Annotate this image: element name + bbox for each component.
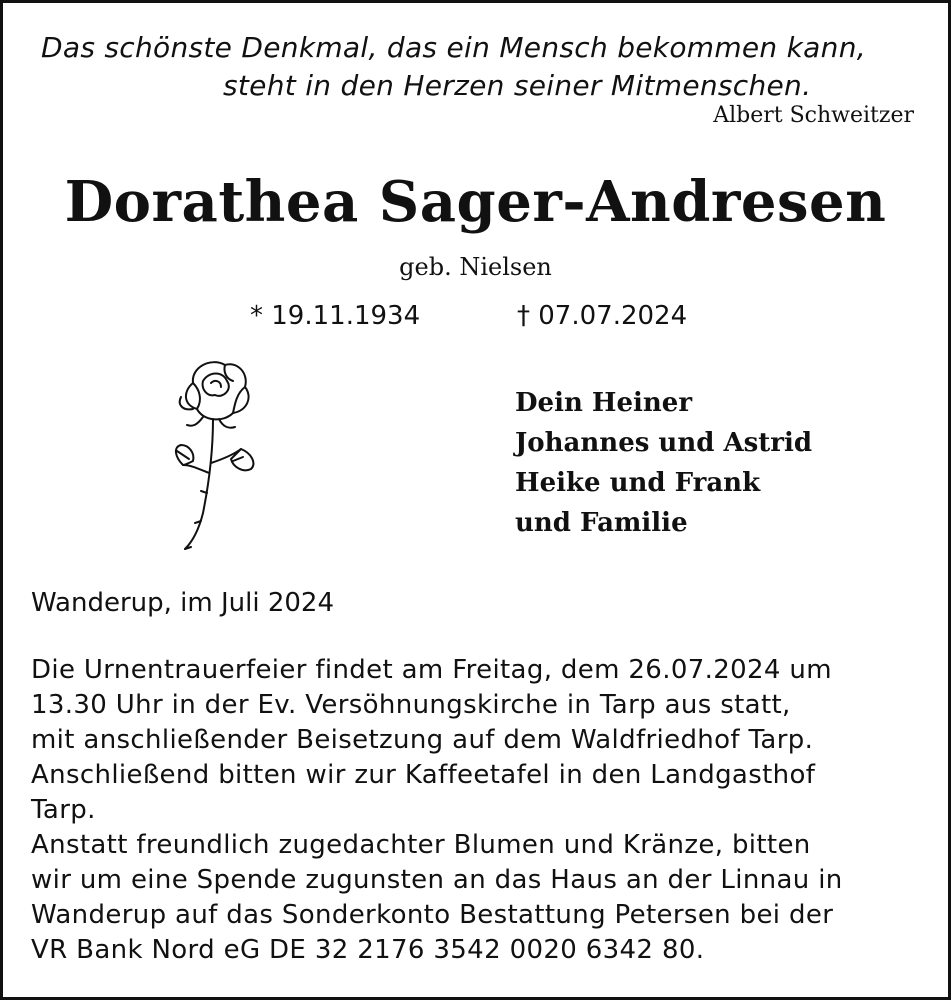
birth-date: * 19.11.1934	[250, 301, 421, 331]
text-line: VR Bank Nord eG DE 32 2176 3542 0020 6342 80.	[31, 935, 705, 965]
place-date: Wanderup, im Juli 2024	[31, 588, 334, 618]
birth-name: geb. Nielsen	[399, 253, 552, 281]
quote-line-2: steht in den Herzen seiner Mitmenschen.	[223, 69, 812, 102]
funeral-details	[31, 653, 931, 968]
quote-line-1: Das schönste Denkmal, das ein Mensch bekommen kann,	[41, 31, 866, 64]
mourner: Dein Heiner	[515, 388, 693, 418]
mourner: Heike und Frank	[515, 468, 761, 498]
mourner: und Familie	[515, 508, 688, 538]
quote-author: Albert Schweitzer	[713, 103, 914, 128]
text-line: Wanderup auf das Sonderkonto Bestattung Petersen bei der	[31, 900, 834, 930]
deceased-name: Dorathea Sager-Andresen	[64, 169, 887, 235]
death-date: † 07.07.2024	[517, 301, 688, 331]
mourner: Johannes und Astrid	[515, 428, 813, 458]
text-line: wir um eine Spende zugunsten an das Haus an der Linnau in	[31, 865, 843, 895]
text-line: Anstatt freundlich zugedachter Blumen und Kränze, bitten	[31, 830, 811, 860]
text-line: Anschließend bitten wir zur Kaffeetafel in den Landgasthof	[31, 760, 816, 790]
text-line: mit anschließender Beisetzung auf dem Waldfriedhof Tarp.	[31, 725, 814, 755]
quote	[41, 29, 866, 102]
rose-icon	[163, 353, 263, 553]
text-line: Die Urnentrauerfeier findet am Freitag, dem 26.07.2024 um	[31, 655, 832, 685]
text-line: 13.30 Uhr in der Ev. Versöhnungskirche in Tarp aus statt,	[31, 690, 791, 720]
text-line: Tarp.	[31, 795, 96, 825]
mourners-list	[515, 383, 812, 543]
